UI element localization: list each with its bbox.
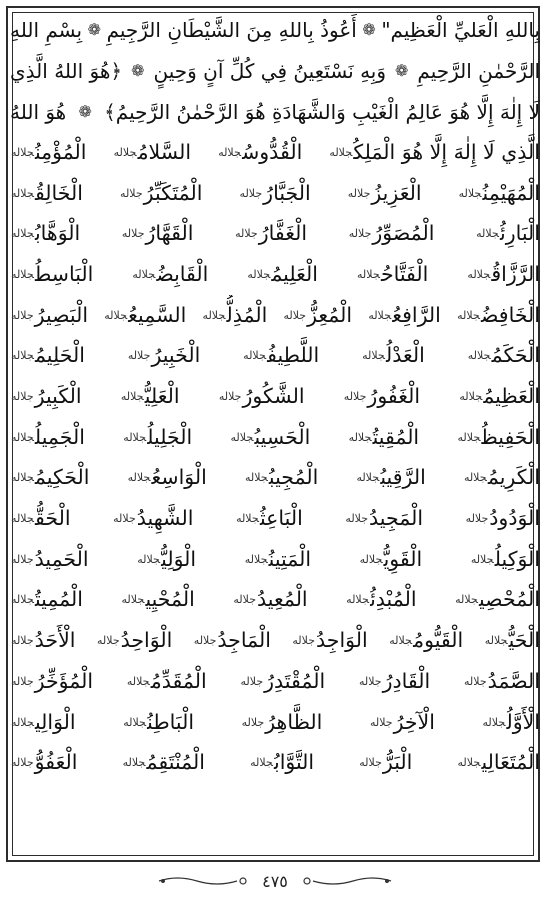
jalla-jalaluhu-honorific: جلاله [292,634,316,648]
divine-name-text: الْكَبِيرُ [34,384,82,409]
jalla-jalaluhu-honorific: جلاله [11,756,34,770]
divine-name [10,173,83,214]
jalla-jalaluhu-honorific: جلاله [104,308,128,322]
divine-name-text: الْأَحَدُ [34,628,76,653]
divine-name-text: الْمُحْيِي [145,587,195,612]
jalla-jalaluhu-honorific: جلاله [356,471,380,485]
jalla-jalaluhu-honorific: جلاله [113,512,136,526]
divine-name [126,661,207,702]
divine-name-text: الْحَسِيبُ [254,424,311,449]
jalla-jalaluhu-honorific: جلاله [459,390,483,404]
divine-name [356,254,428,295]
divine-name-text: الْقُدُّوسُ [242,139,303,164]
jalla-jalaluhu-honorific: جلاله [247,267,271,281]
names-line [10,458,540,499]
jalla-jalaluhu-honorific: جلاله [482,715,506,729]
divine-name-text: الشَّكُورُ [242,384,305,409]
divine-name [328,132,540,173]
intro-line [10,10,540,51]
divine-name-text: الْمُنْتَقِمُ [146,750,205,775]
divine-name-text: الْمَتِينُ [268,546,312,571]
divine-name-text: الْحَكِيمُ [34,465,90,490]
divine-name-text: الْمُقِيتُ [372,424,420,449]
divine-name-text: الْمَاجِدُ [217,628,271,653]
divine-name-text: التَّوَّابُ [274,750,315,775]
names-line [10,173,540,214]
divine-name [10,417,85,458]
divine-name [369,702,435,743]
divine-name [466,254,540,295]
divine-name-text: الْقَابِضُ [156,261,209,286]
jalla-jalaluhu-honorific: جلاله [11,471,34,485]
names-line [10,213,540,254]
divine-name [242,336,319,377]
divine-name [361,336,425,377]
divine-name [291,620,367,661]
divine-name-text: الْوَلِيُّ [161,546,197,571]
names-line [10,336,540,377]
divine-name-text: الْبَاطِنُ [147,709,195,734]
jalla-jalaluhu-honorific: جلاله [132,267,156,281]
divine-name-text: الْوَاجِدُ [316,628,368,653]
jalla-jalaluhu-honorific: جلاله [218,390,242,404]
jalla-jalaluhu-honorific: جلاله [11,715,34,729]
divine-name [112,498,193,539]
jalla-jalaluhu-honorific: جلاله [218,145,242,159]
divine-name-text: الْقَوِيُّ [383,546,423,571]
divine-name [122,742,205,783]
divine-name-text: الْكَرِيمُ [487,465,540,490]
divine-name-text: الْعَزِيزُ [371,180,422,205]
divine-name-text: الْمُقْتَدِرُ [264,668,326,693]
divine-name [358,661,430,702]
divine-name [235,498,303,539]
divine-name [10,620,75,661]
names-line [10,254,540,295]
text-segment: الرَّحْمٰنِ الرَّحِيمِ [417,59,540,84]
jalla-jalaluhu-honorific: جلاله [457,430,481,444]
divine-name-text: الرَّزَّاقُ [491,261,540,286]
divine-name [482,702,540,743]
divine-name-text: الظَّاهِرُ [265,709,323,734]
divine-name [343,376,420,417]
jalla-jalaluhu-honorific: جلاله [348,227,372,241]
main-text [10,10,540,783]
jalla-jalaluhu-honorific: جلاله [467,349,491,363]
jalla-jalaluhu-honorific: جلاله [343,390,367,404]
text-segment: لَا إِلٰهَ إِلَّا هُوَ عَالِمُ الْغَيْبِ وَالشَّهَادَةِ هُوَ الرَّحْمٰنُ الرَّحِيمُ﴾ [104,99,540,124]
jalla-jalaluhu-honorific: جلاله [126,674,150,688]
jalla-jalaluhu-honorific: جلاله [464,674,487,688]
divine-name [348,417,419,458]
divine-name [202,295,268,336]
divine-name [193,620,271,661]
jalla-jalaluhu-honorific: جلاله [113,145,137,159]
divine-name [457,742,540,783]
names-line [10,376,540,417]
divine-name-text: الشَّهِيدُ [136,506,194,531]
jalla-jalaluhu-honorific: جلاله [230,430,254,444]
jalla-jalaluhu-honorific: جلاله [11,390,34,404]
divine-name [347,173,422,214]
divine-name [484,620,540,661]
divine-name-text: الْجَمِيلُ [34,424,85,449]
jalla-jalaluhu-honorific: جلاله [235,227,258,241]
jalla-jalaluhu-honorific: جلاله [236,512,259,526]
divine-name [120,376,180,417]
text-segment: وَبِهِ نَسْتَعِينُ فِي كُلِّ آنٍ وَحِينٍ [153,59,387,84]
jalla-jalaluhu-honorific: جلاله [359,552,383,566]
page-number: ٤٧٥ [262,871,288,891]
jalla-jalaluhu-honorific: جلاله [121,227,145,241]
jalla-jalaluhu-honorific: جلاله [467,267,491,281]
divine-name [458,173,540,214]
names-line [10,539,540,580]
jalla-jalaluhu-honorific: جلاله [11,227,34,241]
divine-name-text: الْبَرُّ [382,750,413,775]
divine-name-text: الْقَهَّارُ [145,221,194,246]
divine-name [10,336,85,377]
divine-name [10,580,83,621]
divine-name [136,539,196,580]
divine-name [244,458,318,499]
jalla-jalaluhu-honorific: جلاله [389,634,413,648]
divine-name-text: الْأَوَّلُ [506,709,540,734]
jalla-jalaluhu-honorific: جلاله [458,186,482,200]
divine-name [249,742,314,783]
divine-name-text: الْبَاعِثُ [259,506,303,531]
divine-name-text: الرَّافِعُ [392,302,441,327]
divine-name-text: الْوَدُودُ [489,506,540,531]
text-segment: ﴿هُوَ اللهُ الَّذِي [10,59,123,84]
rosette-ornament-icon: ❁ [395,61,409,81]
jalla-jalaluhu-honorific: جلاله [127,349,151,363]
jalla-jalaluhu-honorific: جلاله [122,756,146,770]
jalla-jalaluhu-honorific: جلاله [359,756,382,770]
divine-name-text: الْمُقَدِّمُ [150,668,207,693]
divine-name [10,661,93,702]
divine-name [10,213,80,254]
divine-name-text: الْعَفُوُّ [34,750,78,775]
jalla-jalaluhu-honorific: جلاله [463,471,487,485]
divine-name [230,417,311,458]
divine-name [463,458,540,499]
divine-name-text: الْبَاسِطُ [34,261,94,286]
divine-name-text: الْقَيُّومُ [413,628,464,653]
flourish-right-icon [298,874,393,888]
jalla-jalaluhu-honorific: جلاله [120,186,143,200]
jalla-jalaluhu-honorific: جلاله [240,674,264,688]
divine-name [367,295,441,336]
jalla-jalaluhu-honorific: جلاله [97,634,120,648]
divine-name-text: الْوَكِيلُ [494,546,540,571]
jalla-jalaluhu-honorific: جلاله [243,349,267,363]
flourish-left-icon [157,874,252,888]
text-segment: بِسْمِ اللهِ [10,18,83,43]
divine-name [282,295,352,336]
jalla-jalaluhu-honorific: جلاله [348,430,372,444]
divine-name-text: الْمُبْدِئُ [370,587,417,612]
divine-name [355,458,425,499]
divine-name [121,580,195,621]
divine-name-text: الْمَجِيدُ [369,506,424,531]
divine-name-text: السَّلامُ [137,139,192,164]
rosette-ornament-icon: ❁ [362,20,376,40]
rosette-ornament-icon: ❁ [87,20,102,40]
divine-name-text: الْخَالِقُ [34,180,83,205]
divine-name-text: الْعَلِيمُ [271,261,318,286]
divine-name [96,620,172,661]
divine-name-text: الْخَافِضُ [481,302,540,327]
divine-name-text: الْمُتَكَبِّرُ [143,180,203,205]
divine-name [458,376,540,417]
divine-name [10,498,70,539]
jalla-jalaluhu-honorific: جلاله [457,756,481,770]
jalla-jalaluhu-honorific: جلاله [11,349,34,363]
divine-name [246,254,318,295]
divine-name-text: الْجَبَّارُ [263,180,311,205]
divine-name [122,417,192,458]
divine-name [10,254,93,295]
divine-name [10,539,89,580]
divine-name-text: السَّمِيعُ [128,302,187,327]
divine-name [241,702,323,743]
jalla-jalaluhu-honorific: جلاله [484,634,508,648]
divine-name-text: الْمُجِيبُ [268,465,319,490]
jalla-jalaluhu-honorific: جلاله [202,308,226,322]
jalla-jalaluhu-honorific: جلاله [465,512,489,526]
divine-name [10,376,82,417]
jalla-jalaluhu-honorific: جلاله [193,634,217,648]
jalla-jalaluhu-honorific: جلاله [455,593,478,607]
names-line [10,620,540,661]
divine-name [119,173,202,214]
divine-name [10,295,88,336]
rosette-ornament-icon: ❁ [131,61,145,81]
names-line [10,295,540,336]
divine-name [359,539,423,580]
divine-name-text: الْعَلِيُّ [144,384,180,409]
divine-name [121,213,194,254]
divine-name-text: الْعَدْلُ [386,343,425,368]
divine-name [244,539,311,580]
divine-name-text: الْمُؤَخِّرُ [34,668,94,693]
jalla-jalaluhu-honorific: جلاله [11,186,34,200]
divine-name-text: الْجَلِيلُ [147,424,193,449]
text-segment: هُوَ اللهُ [10,99,67,124]
divine-name-text: الْحَيُّ [508,628,540,653]
divine-name-text: الْحَكَمُ [491,343,540,368]
jalla-jalaluhu-honorific: جلاله [347,186,371,200]
names-line [10,661,540,702]
divine-name-text: الْمُذِلُّ [226,302,268,327]
divine-name-text: الْمُعِيدُ [257,587,308,612]
divine-name [239,173,311,214]
divine-name [467,336,540,377]
divine-name [475,213,540,254]
text-segment: أَعُوذُ بِاللهِ مِنَ الشَّيْطَانِ الرَّجِيمِ [106,18,357,43]
jalla-jalaluhu-honorific: جلاله [329,145,353,159]
names-line [10,417,540,458]
divine-name-text: الَّذِي لَا إِلٰهَ إِلَّا هُوَ الْمَلِكُ [353,139,540,164]
divine-name [234,213,307,254]
divine-name [345,580,416,621]
jalla-jalaluhu-honorific: جلاله [239,186,263,200]
divine-name-text: الْخَبِيرُ [151,343,201,368]
divine-name-text: الْمُحْصِي [479,587,540,612]
jalla-jalaluhu-honorific: جلاله [11,552,34,566]
divine-name-text: الْغَفُورُ [367,384,421,409]
divine-name [122,702,194,743]
divine-name-text: اللَّطِيفُ [267,343,320,368]
divine-name [358,742,412,783]
divine-name [463,661,540,702]
divine-name [348,213,435,254]
divine-name [10,132,86,173]
jalla-jalaluhu-honorific: جلاله [368,308,392,322]
divine-name-text: الْبَارِئُ [500,221,540,246]
jalla-jalaluhu-honorific: جلاله [11,430,34,444]
divine-name-text: الْمُصَوِّرُ [372,221,435,246]
jalla-jalaluhu-honorific: جلاله [11,145,34,159]
divine-name [344,498,423,539]
rosette-ornament-icon: ❁ [78,101,92,121]
intro-line [10,51,540,92]
jalla-jalaluhu-honorific: جلاله [476,227,500,241]
jalla-jalaluhu-honorific: جلاله [358,674,382,688]
names-line [10,132,540,173]
divine-name-text: الْحَقُّ [34,506,71,531]
divine-name [10,458,89,499]
jalla-jalaluhu-honorific: جلاله [11,634,34,648]
divine-name-text: الْحَفِيظُ [481,424,540,449]
divine-name [131,254,208,295]
divine-name-text: الْمُعِزُّ [307,302,353,327]
divine-name [457,417,540,458]
divine-name-text: الْوَاسِعُ [151,465,207,490]
divine-name [113,132,191,173]
divine-name-text: الْبَصِيرُ [34,302,89,327]
jalla-jalaluhu-honorific: جلاله [241,715,265,729]
names-line [10,702,540,743]
divine-name-text: الْحَمِيدُ [34,546,89,571]
names-line [10,742,540,783]
jalla-jalaluhu-honorific: جلاله [369,715,393,729]
divine-name-text: الْفَتَّاحُ [380,261,429,286]
divine-name [454,580,540,621]
divine-name-text: الْغَفَّارُ [258,221,308,246]
text-segment: بِاللهِ الْعَليِّ الْعَظِيم" [381,18,540,43]
jalla-jalaluhu-honorific: جلاله [11,267,34,281]
divine-name [217,132,302,173]
jalla-jalaluhu-honorific: جلاله [11,512,34,526]
divine-name-text: الْمُهَيْمِنُ [482,180,540,205]
divine-name [218,376,305,417]
divine-name-text: الرَّقِيبُ [380,465,426,490]
jalla-jalaluhu-honorific: جلاله [121,593,145,607]
jalla-jalaluhu-honorific: جلاله [137,552,161,566]
jalla-jalaluhu-honorific: جلاله [244,552,268,566]
divine-name-text: الْمُمِيتُ [34,587,83,612]
divine-name [465,498,540,539]
divine-name-text: الْوَاحِدُ [120,628,173,653]
jalla-jalaluhu-honorific: جلاله [346,593,370,607]
jalla-jalaluhu-honorific: جلاله [283,308,307,322]
names-line [10,498,540,539]
divine-name [127,336,200,377]
jalla-jalaluhu-honorific: جلاله [123,715,147,729]
divine-name [232,580,307,621]
jalla-jalaluhu-honorific: جلاله [470,552,494,566]
jalla-jalaluhu-honorific: جلاله [357,267,380,281]
jalla-jalaluhu-honorific: جلاله [362,349,385,363]
divine-name-text: الْمُؤْمِنُ [34,139,87,164]
names-line [10,580,540,621]
jalla-jalaluhu-honorific: جلاله [250,756,273,770]
divine-name-text: الْوَهَّابُ [34,221,81,246]
divine-name-text: الْمُتَعَالِي [481,750,540,775]
divine-name [103,295,186,336]
divine-name-text: الصَّمَدُ [487,668,540,693]
jalla-jalaluhu-honorific: جلاله [120,390,144,404]
jalla-jalaluhu-honorific: جلاله [11,674,34,688]
jalla-jalaluhu-honorific: جلاله [123,430,147,444]
page-footer [0,866,550,896]
jalla-jalaluhu-honorific: جلاله [345,512,369,526]
jalla-jalaluhu-honorific: جلاله [127,471,151,485]
divine-name-text: الْحَلِيمُ [34,343,85,368]
divine-name [10,742,77,783]
intro-line [10,91,540,132]
divine-name [456,295,540,336]
divine-name-text: الْوَالِي [34,709,76,734]
jalla-jalaluhu-honorific: جلاله [233,593,256,607]
jalla-jalaluhu-honorific: جلاله [11,593,34,607]
divine-name [240,661,326,702]
jalla-jalaluhu-honorific: جلاله [11,308,34,322]
jalla-jalaluhu-honorific: جلاله [457,308,480,322]
divine-name-text: الْآخِرُ [393,709,435,734]
divine-name-text: الْقَادِرُ [382,668,431,693]
divine-name [388,620,463,661]
divine-name [127,458,207,499]
divine-name-text: الْعَظِيمُ [483,384,540,409]
divine-name [470,539,540,580]
divine-name [10,702,76,743]
jalla-jalaluhu-honorific: جلاله [244,471,268,485]
